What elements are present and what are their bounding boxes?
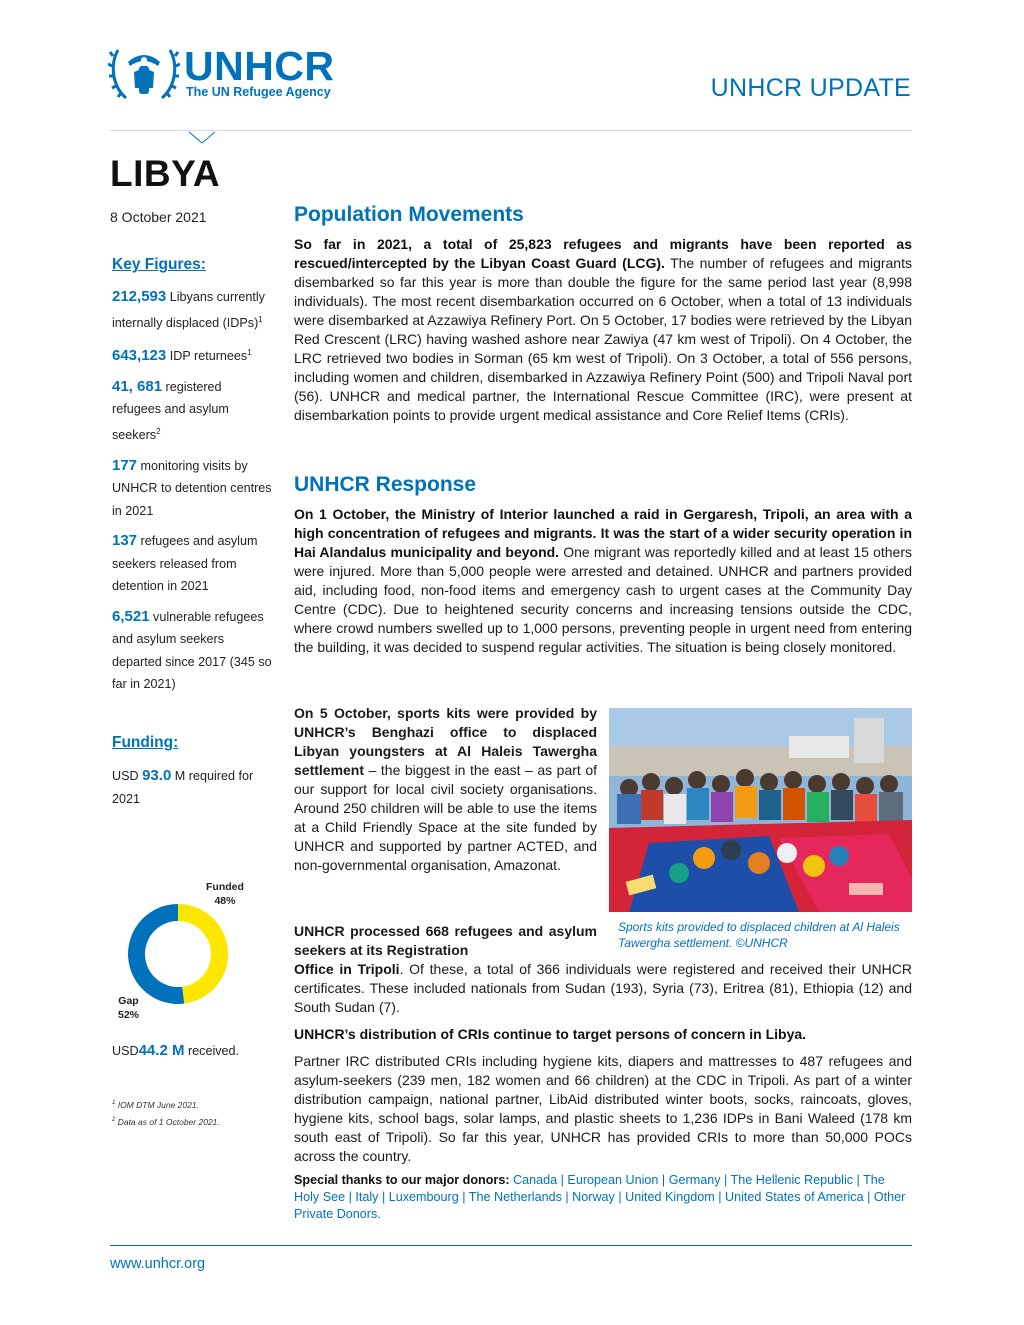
key-figure-released xyxy=(112,530,272,598)
logo-tagline: The UN Refugee Agency xyxy=(186,85,331,99)
key-figure-label: refugees and asylum seekers released from detention in 2021 xyxy=(112,534,258,594)
key-figure-monitoring xyxy=(112,455,272,523)
cri-heading-text: UNHCR’s distribution of CRIs continue to target persons of concern in Libya. xyxy=(294,1026,807,1042)
donut-slice-gap xyxy=(128,904,184,1004)
key-figure-value: 6,521 xyxy=(112,607,150,625)
response-heading: UNHCR Response xyxy=(294,473,477,496)
legend-gap-pct: 52% xyxy=(118,1009,140,1021)
funding-required xyxy=(112,764,272,811)
key-figure-value: 212,593 xyxy=(112,288,167,305)
key-figure-value: 41, 681 xyxy=(112,377,163,395)
donut-slice-funded xyxy=(178,904,228,1004)
key-figure-label: monitoring visits by UNHCR to detention centres in 2021 xyxy=(112,458,272,518)
key-figure-returnees xyxy=(112,342,272,368)
footnotes xyxy=(112,1096,220,1130)
legend-funded-pct: 48% xyxy=(214,895,236,907)
sidebar xyxy=(112,256,272,811)
received-amount: 44.2 M xyxy=(138,1042,185,1059)
sports-kits-paragraph xyxy=(294,704,597,875)
population-lead: So far in 2021, a total of 25,823 refugees and migrants have been reported as rescued/intercepted by the Libyan Coast Guard (LCG). xyxy=(294,236,912,271)
logo-wordmark: UNHCR xyxy=(184,43,335,89)
key-figure-idps xyxy=(112,286,272,334)
population-section xyxy=(294,203,912,425)
funding-amount: 93.0 xyxy=(142,766,172,784)
footnote-ref: 1 xyxy=(258,314,263,324)
registration-paragraph xyxy=(294,960,912,1017)
legend-funded-label: Funded xyxy=(206,881,244,893)
header-divider xyxy=(110,130,912,131)
key-figure-value: 643,123 xyxy=(112,347,167,365)
key-figure-departed xyxy=(112,606,272,696)
donor-thanks xyxy=(294,1172,912,1223)
cri-paragraph: Partner IRC distributed CRIs including hygiene kits, diapers and mattresses to 487 refugees and asylum-seekers (239 men, 182 women and 66 children) at the CDC in Tripoli. As part of a winter distribution campaign, national partner, LibAid distributed winter boots, socks, raincoats, gloves, hygiene kits, school bags, solar lamps, and plastic sheets to 1,236 IDPs in Bani Waleed (178 km south east of Tripoli). So far this year, UNHCR has provided CRIs to more than 50,000 POCs across the country. xyxy=(294,1053,912,1164)
population-body: The number of refugees and migrants disembarked so far this year is more than double the figure for the same period last year (8,998 individuals). The most recent disembarkation occurred on 6 October, when a total of 13 individuals were disembarked at Azzawiya Refinery Port. On 5 October, 17 bodies were retrieved by the Libyan Red Crescent (LRC) having washed ashore near Zawiya (47 km west of Tripoli). On 4 October, the LRC retrieved two bodies in Sorman (65 km west of Tripoli). On 3 October, a total of 556 persons, including women and children, disembarked in Azzawiya Refinery Point (500) and Tripoli Naval port (56). UNHCR and medical partner, the International Rescue Committee (IRC), were present at disembarkation points to provide urgent medical assistance and Core Relief Items (CRIs). xyxy=(294,255,912,423)
donor-list[interactable]: Canada | European Union | Germany | The Hellenic Republic | The Holy See | Italy | Luxembourg | The Netherlands | Norway | United Kingdom | United States of America | Other Private Donors. xyxy=(294,1173,906,1221)
response-body: One migrant was reportedly killed and at least 15 others were injured. More than 5,000 people were arrested and detained. UNHCR and partners provided aid, including food, non-food items and emergency cash to urgent cases at the Community Day Centre (CDC). Due to heightened security concerns and increasing tensions outside the CDC, where crowd numbers swelled up to 1,000 persons, preventing people in urgent need from entering the building, it was decided to suspend regular activities. The situation is being closely monitored. xyxy=(294,544,912,655)
donor-thanks-lead: Special thanks to our major donors: xyxy=(294,1173,510,1187)
received-label: received. xyxy=(184,1044,240,1058)
population-heading: Population Movements xyxy=(294,203,524,226)
funding-heading: Funding: xyxy=(112,733,179,751)
footnote-ref: 2 xyxy=(156,426,161,436)
funding-label: M required for 2021 xyxy=(112,768,254,806)
response-lead: On 1 October, the Ministry of Interior launched a raid in Gergaresh, Tripoli, an area with a high concentration of refugees and migrants. It was the start of a wider security operation in Hai Alandalus municipality and beyond. xyxy=(294,506,912,560)
footer-divider xyxy=(110,1245,912,1246)
sports-lead: On 5 October, sports kits were provided by UNHCR’s Benghazi office to displaced Libyan youngsters at Al Haleis Tawergha settlement xyxy=(294,705,597,778)
key-figure-value: 137 xyxy=(112,532,138,550)
registration-body: . Of these, a total of 366 individuals were registered and received their UNHCR certificates. These included nationals from Sudan (193), Syria (73), Eritrea (81), Ethiopia (12) and South Sudan (7). xyxy=(294,961,913,1015)
photo-children-image xyxy=(609,708,912,912)
footer-website-link[interactable]: www.unhcr.org xyxy=(110,1256,206,1272)
footnote-1: $^1$ IOM DTM June 2021. xyxy=(112,1099,199,1110)
sports-kits-photo xyxy=(609,708,912,912)
sports-body: – the biggest in the east – as part of our support for local civil society organisations. Around 250 children will be able to use the items at a Child Friendly Space at the site funded by UNHCR and supported by partner ACTED, and non-governmental organisation, Amazonat. xyxy=(294,762,597,873)
registration-lead-office: Office in Tripoli xyxy=(294,961,400,977)
unhcr-emblem-icon xyxy=(108,42,180,104)
legend-gap-label: Gap xyxy=(118,995,139,1007)
funding-received xyxy=(112,1042,239,1059)
response-paragraph xyxy=(294,505,912,657)
key-figure-label: IDP returnees xyxy=(166,349,248,364)
photo-caption: Sports kits provided to displaced children at Al Haleis Tawergha settlement. ©UNHCR xyxy=(618,920,900,950)
key-figure-label: vulnerable refugees and asylum seekers departed since 2017 (345 so far in 2021) xyxy=(112,609,272,692)
chevron-down-icon xyxy=(188,131,216,145)
key-figure-registered xyxy=(112,376,272,447)
funding-donut-chart xyxy=(110,876,270,1026)
page-title: LIBYA xyxy=(110,153,221,194)
currency-label: USD xyxy=(112,1044,139,1058)
footnote-2: $^2$ Data as of 1 October 2021. xyxy=(112,1116,220,1127)
footnote-ref: 1 xyxy=(247,348,252,358)
legend-gap xyxy=(118,994,139,1022)
donut-svg xyxy=(128,904,228,1004)
report-date: 8 October 2021 xyxy=(110,209,207,225)
population-paragraph xyxy=(294,235,912,425)
unhcr-logo[interactable] xyxy=(108,42,358,104)
key-figure-value: 177 xyxy=(112,456,138,474)
key-figures-heading: Key Figures: xyxy=(112,256,206,273)
key-figure-label: registered refugees and asylum seekers xyxy=(112,379,229,443)
cri-heading xyxy=(294,1025,912,1044)
registration-paragraph-top xyxy=(294,922,597,960)
registration-lead: UNHCR processed 668 refugees and asylum seekers at its Registration xyxy=(294,923,597,958)
currency-label: USD xyxy=(112,768,143,783)
response-section xyxy=(294,473,912,657)
update-title: UNHCR UPDATE xyxy=(710,74,911,102)
key-figure-label: Libyans currently internally displaced (IDPs) xyxy=(112,290,265,330)
